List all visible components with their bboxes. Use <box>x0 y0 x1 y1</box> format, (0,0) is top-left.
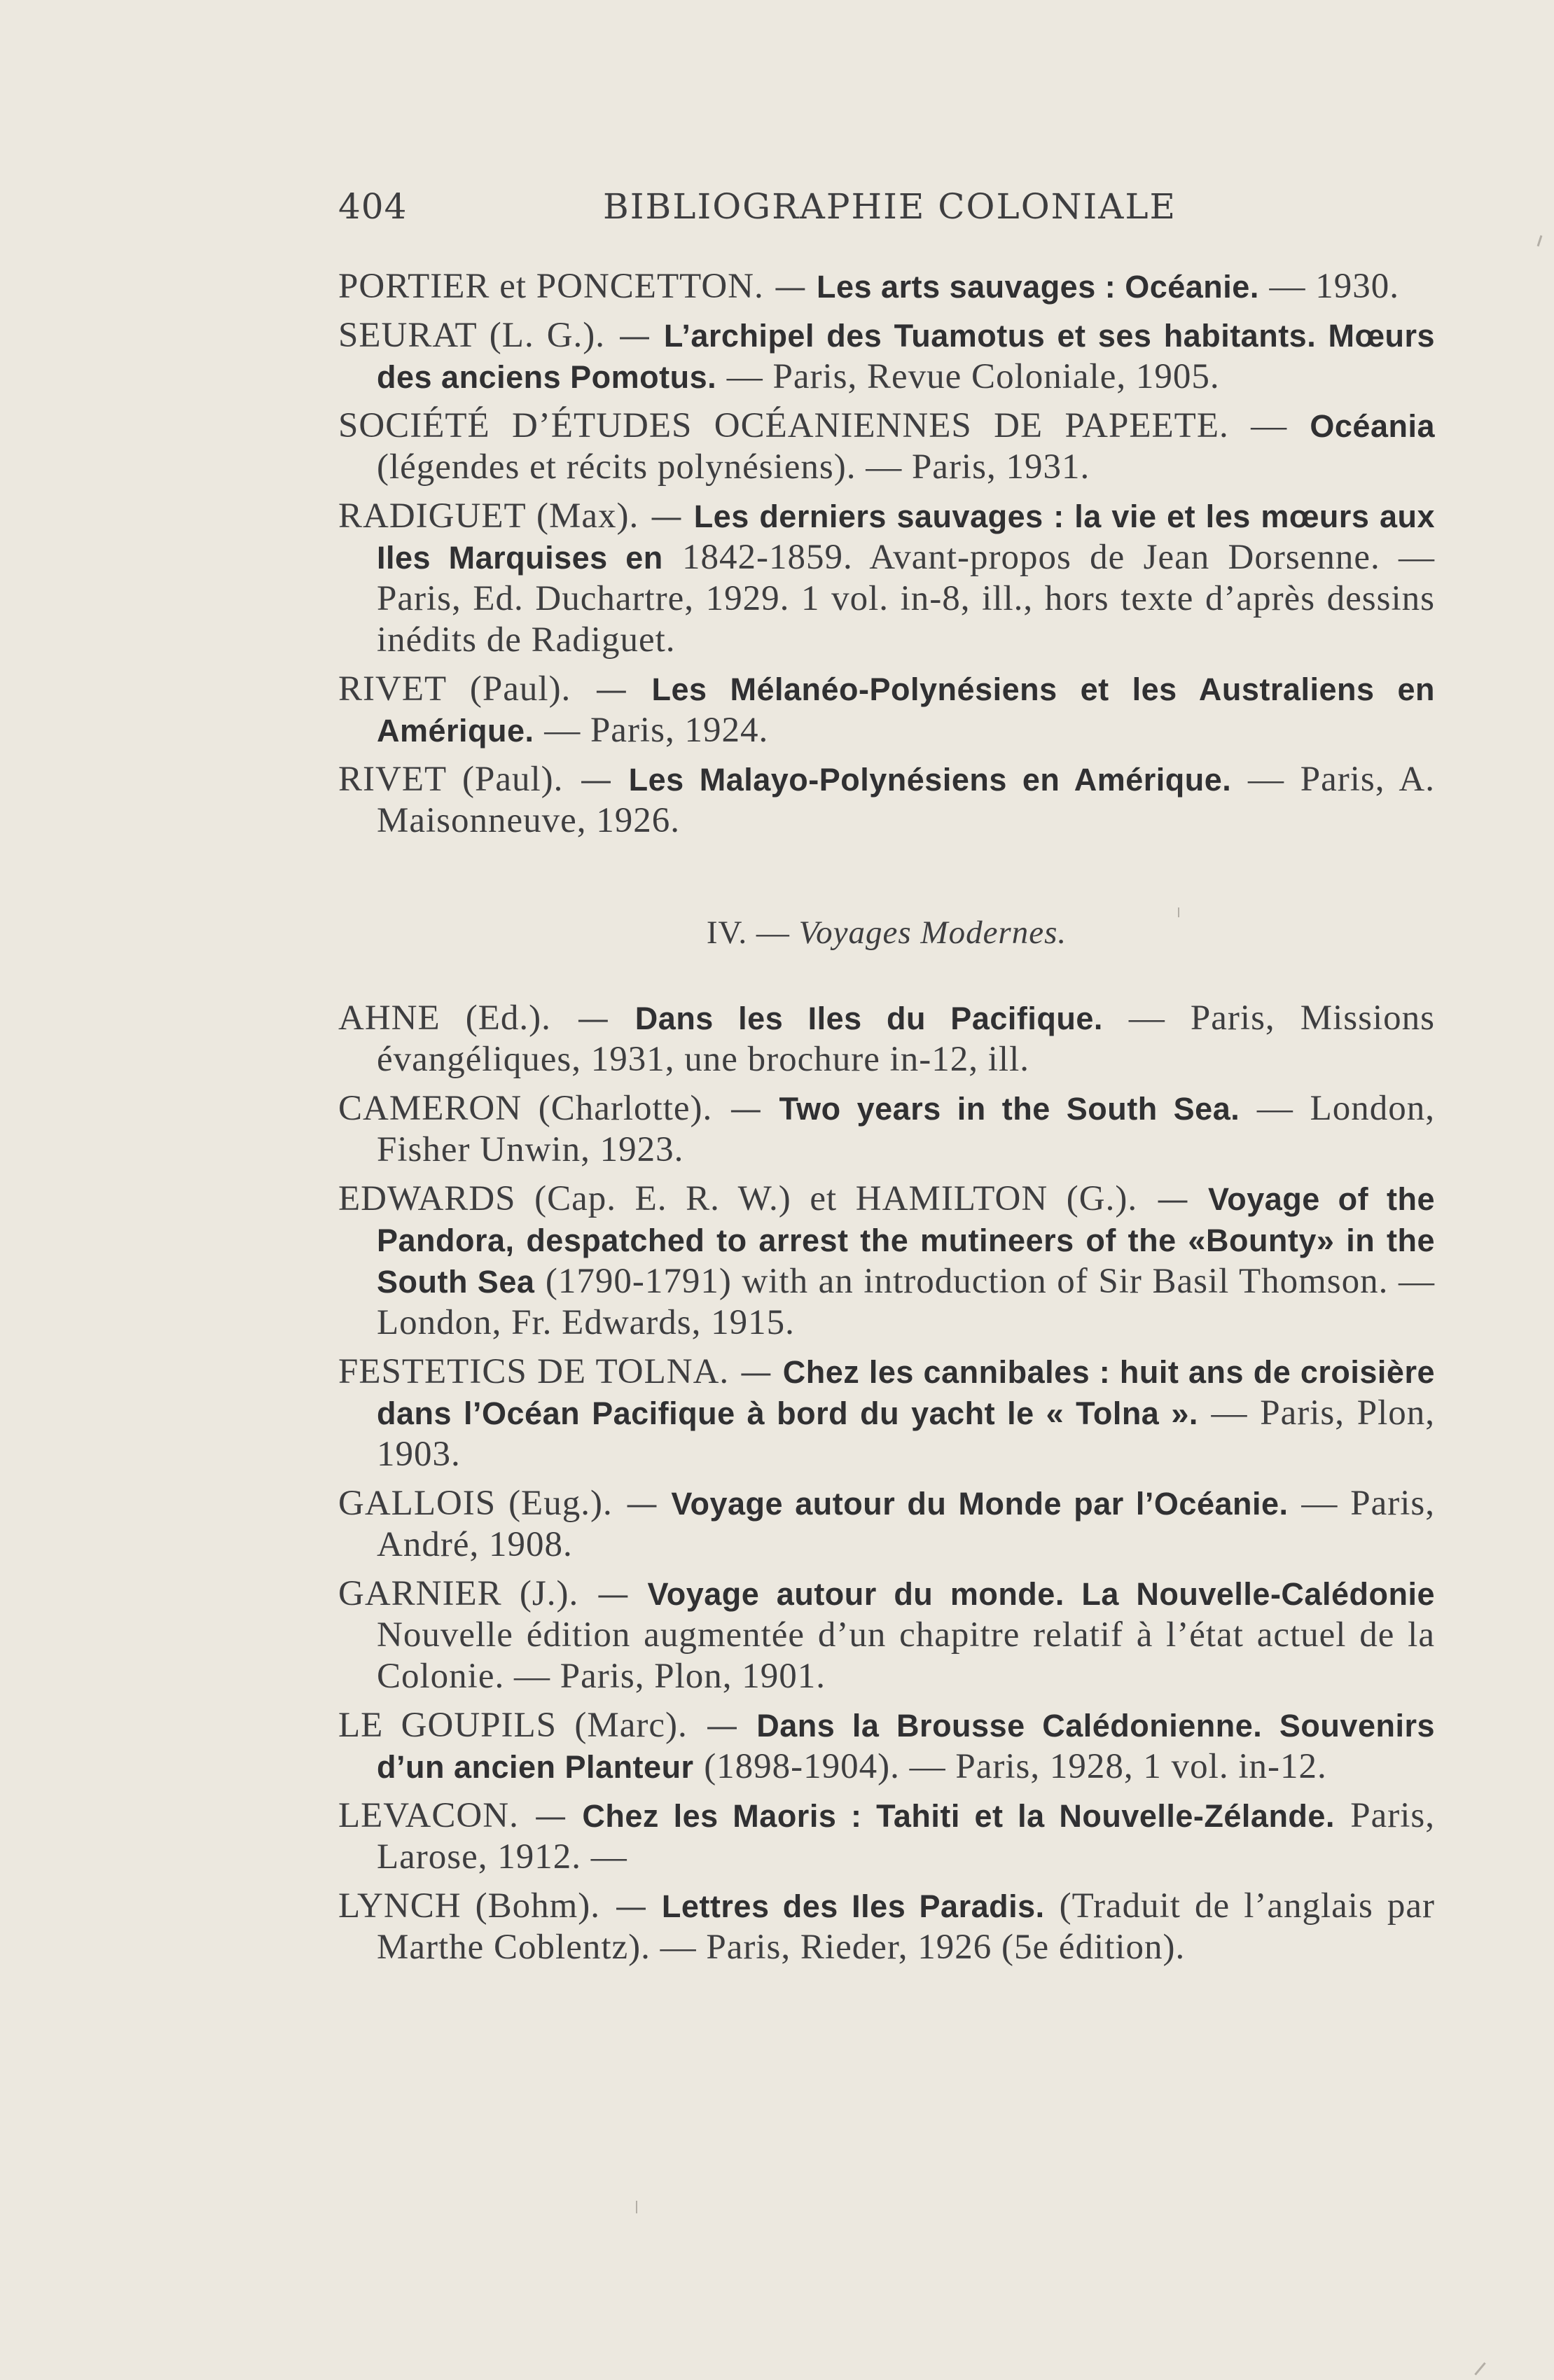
bibliography-entry: AHNE (Ed.). — Dans les Iles du Pacifique. — Paris, Missions évangéliques, 1931, une brochure in-12, ill. <box>338 998 1436 1079</box>
bibliography-text <box>338 266 1435 1976</box>
entry-publication: 1842-1859. Avant-propos de Jean Dorsenne. — Paris, Ed. Duchartre, 1929. 1 vol. in-8, ill., hors texte d’après dessins inédits de Radiguet. <box>377 538 1436 660</box>
entry-title: Voyage autour du Monde par l’Océanie. <box>671 1486 1289 1522</box>
page-number: 404 <box>338 186 408 227</box>
entry-author: RADIGUET (Max). <box>338 496 639 536</box>
entry-author: RIVET (Paul). <box>338 669 571 709</box>
entry-publication: — Paris, Missions évangéliques, 1931, une brochure in-12, ill. <box>377 998 1436 1079</box>
bibliography-entry: LEVACON. — Chez les Maoris : Tahiti et la Nouvelle-Zélande. Paris, Larose, 1912. — <box>338 1796 1436 1877</box>
entry-publication: Nouvelle édition augmentée d’un chapitre relatif à l’état actuel de la Colonie. — Paris, Plon, 1901. <box>377 1615 1435 1696</box>
entry-author: AHNE (Ed.). <box>338 998 551 1038</box>
bibliography-entry: CAMERON (Charlotte). — Two years in the South Sea. — London, Fisher Unwin, 1923. <box>338 1089 1436 1169</box>
entry-author: RIVET (Paul). <box>338 760 564 799</box>
bibliography-entry: FESTETICS DE TOLNA. — Chez les cannibales : huit ans de croisière dans l’Océan Pacifique à bord du yacht le « Tolna ». — Paris, Plon, 1903. <box>338 1352 1435 1474</box>
entry-title: Les arts sauvages : Océanie. <box>817 269 1259 305</box>
entry-publication: — Paris, André, 1908. <box>377 1484 1436 1564</box>
entry-author: PORTIER et PONCETTON. <box>338 267 764 306</box>
entry-publication: (Traduit de l’anglais par Marthe Coblentz). — Paris, Rieder, 1926 (5e édition). <box>377 1886 1435 1967</box>
section-title: Voyages Modernes. <box>798 914 1067 951</box>
scan-speck <box>636 2201 637 2213</box>
entry-author: LE GOUPILS (Marc). <box>338 1706 688 1745</box>
entry-publication: — Paris, Revue Coloniale, 1905. <box>726 357 1220 396</box>
entry-author: LEVACON. <box>338 1796 519 1835</box>
scan-speck <box>1537 235 1543 246</box>
entry-publication: (légendes et récits polynésiens). — Paris, 1931. <box>377 447 1090 487</box>
entry-publication: — 1930. <box>1269 267 1399 306</box>
entry-title: L’archipel des Tuamotus et ses habitants. Mœurs des anciens Pomotus. <box>377 318 1435 395</box>
entry-author: EDWARDS (Cap. E. R. W.) et HAMILTON (G.). <box>338 1179 1138 1218</box>
entry-title: Océania <box>1310 408 1435 444</box>
bibliography-entry: GALLOIS (Eug.). — Voyage autour du Monde par l’Océanie. — Paris, André, 1908. <box>338 1484 1436 1564</box>
entry-author: LYNCH (Bohm). <box>338 1886 601 1926</box>
scan-speck <box>1474 2362 1485 2376</box>
scan-speck <box>1178 907 1179 917</box>
bibliography-entry: SEURAT (L. G.). — L’archipel des Tuamotus et ses habitants. Mœurs des anciens Pomotus. — Paris, Revue Coloniale, 1905. <box>338 316 1435 396</box>
bibliography-entry: RIVET (Paul). — Les Malayo-Polynésiens en Amérique. — Paris, A. Maisonneuve, 1926. <box>338 760 1435 840</box>
entry-publication: — London, Fisher Unwin, 1923. <box>377 1089 1436 1169</box>
section-number: IV. — <box>706 914 790 951</box>
entry-title: Chez les Maoris : Tahiti et la Nouvelle-Zélande. <box>582 1798 1335 1834</box>
bibliography-entry: EDWARDS (Cap. E. R. W.) et HAMILTON (G.). — Voyage of the Pandora, despatched to arrest the mutineers of the «Bounty» in the South Sea (1790-1791) with an introduction of Sir Basil Thomson. — London, Fr. Edwards, 1915. <box>338 1179 1435 1342</box>
entry-publication: (1790-1791) with an introduction of Sir Basil Thomson. — London, Fr. Edwards, 1915. <box>377 1262 1435 1342</box>
bibliography-entry: PORTIER et PONCETTON. — Les arts sauvages : Océanie. — 1930. <box>338 267 1399 306</box>
entry-title: Voyage of the Pandora, despatched to arrest the mutineers of the «Bounty» in the South Sea <box>377 1181 1435 1300</box>
entry-title: Les Mélanéo-Polynésiens et les Australiens en Amérique. <box>377 671 1435 749</box>
entry-title: Les derniers sauvages : la vie et les mœurs aux Iles Marquises en <box>377 499 1435 576</box>
bibliography-entry <box>338 405 1435 488</box>
running-title: BIBLIOGRAPHIE COLONIALE <box>603 186 1177 227</box>
entry-author: FESTETICS DE TOLNA. <box>338 1352 730 1391</box>
entry-author: SOCIÉTÉ D’ÉTUDES OCÉANIENNES DE PAPEETE. — <box>338 406 1288 445</box>
entry-title: Chez les cannibales : huit ans de croisière dans l’Océan Pacifique à bord du yacht le « Tolna ». <box>377 1354 1435 1431</box>
bibliography-entry: RIVET (Paul). — Les Mélanéo-Polynésiens et les Australiens en Amérique. — Paris, 1924. <box>338 669 1435 750</box>
entry-title: Dans les Iles du Pacifique. <box>634 1001 1103 1036</box>
entry-publication: — Paris, A. Maisonneuve, 1926. <box>377 760 1435 840</box>
bibliography-entry: LYNCH (Bohm). — Lettres des Iles Paradis. (Traduit de l’anglais par Marthe Coblentz). — Paris, Rieder, 1926 (5e édition). <box>338 1886 1435 1967</box>
bibliography-entry: RADIGUET (Max). — Les derniers sauvages : la vie et les mœurs aux Iles Marquises en 1842-1859. Avant-propos de Jean Dorsenne. — Paris, Ed. Duchartre, 1929. 1 vol. in-8, ill., hors texte d’après dessins inédits de Radiguet. <box>338 496 1436 660</box>
entry-author: GALLOIS (Eug.). <box>338 1484 613 1523</box>
entry-title: Lettres des Iles Paradis. <box>661 1888 1045 1924</box>
entry-title: Les Malayo-Polynésiens en Amérique. <box>628 762 1232 798</box>
entry-publication: — Paris, Plon, 1903. <box>377 1393 1435 1474</box>
running-head <box>338 186 1177 235</box>
entry-title: Voyage autour du monde. La Nouvelle-Calédonie <box>647 1576 1435 1612</box>
bibliography-entry: LE GOUPILS (Marc). — Dans la Brousse Calédonienne. Souvenirs d’un ancien Planteur (1898-1904). — Paris, 1928, 1 vol. in-12. <box>338 1706 1435 1786</box>
entry-author: CAMERON (Charlotte). <box>338 1089 713 1128</box>
entry-author: SEURAT (L. G.). <box>338 316 606 355</box>
section-heading <box>338 914 1435 952</box>
entry-publication: Paris, Larose, 1912. — <box>377 1796 1436 1877</box>
bibliography-entry: GARNIER (J.). — Voyage autour du monde. La Nouvelle-Calédonie Nouvelle édition augmentée d’un chapitre relatif à l’état actuel de la Colonie. — Paris, Plon, 1901. <box>338 1574 1435 1696</box>
entry-title: Two years in the South Sea. <box>779 1091 1240 1127</box>
entry-publication: — Paris, 1924. <box>544 711 769 750</box>
entry-publication: (1898-1904). — Paris, 1928, 1 vol. in-12. <box>704 1747 1327 1786</box>
entry-title: Dans la Brousse Calédonienne. Souvenirs d’un ancien Planteur <box>377 1708 1435 1785</box>
entry-author: GARNIER (J.). <box>338 1574 579 1613</box>
